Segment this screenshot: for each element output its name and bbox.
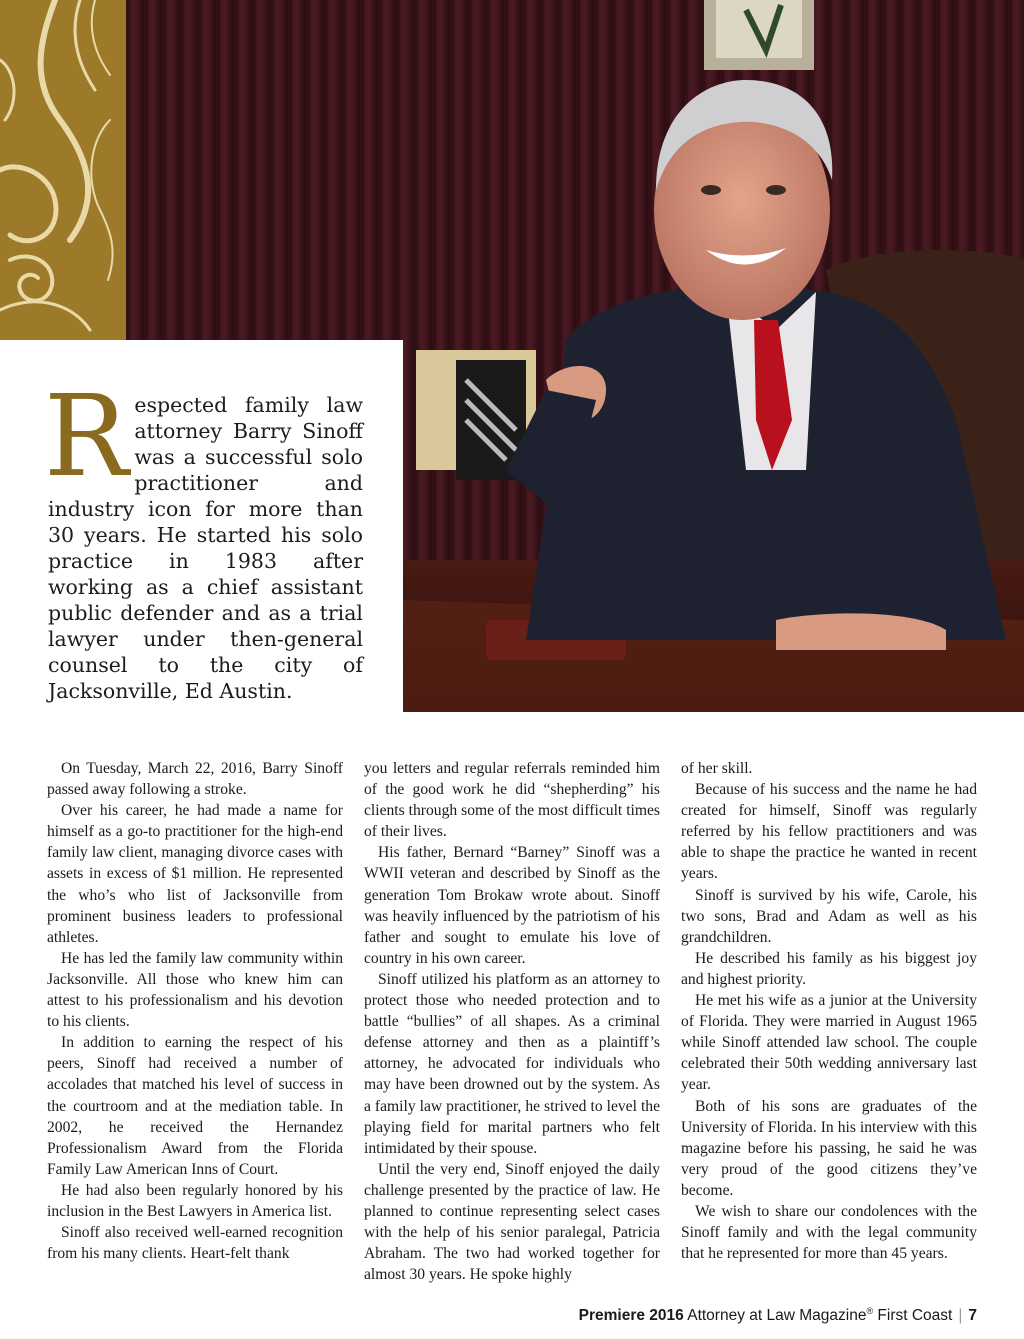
paragraph-continued: you letters and regular referrals reminded him of the good work he did “shepherding” his clients through some of the most difficult times of their lives. <box>364 760 660 841</box>
paragraph: He has led the family law community within Jacksonville. All those who knew him can attest to his professionalism and his devotion to his clients. <box>47 949 343 1031</box>
footer-issue: Premiere 2016 <box>578 1307 684 1325</box>
paragraph: Sinoff also received well-earned recognition from his many clients. Heart-felt thank <box>47 1224 343 1263</box>
intro-text: espected family law attorney Barry Sinoff was a successful solo practitioner and industry icon for more than 30 years. He started his solo practice in 1983 after working as a chief assistant public defender and as a trial lawyer under then-general counsel to the city of Jacksonville, Ed Austin. <box>48 393 363 703</box>
paragraph: He had also been regularly honored by his inclusion in the Best Lawyers in America list. <box>47 1181 343 1220</box>
paragraph: Because of his success and the name he had created for himself, Sinoff was regularly referred by his fellow practitioners and was able to shape the practice he wanted in recent years. <box>681 781 977 883</box>
paragraph: Until the very end, Sinoff enjoyed the daily challenge presented by the practice of law. He planned to continue representing select cases with the help of his senior paralegal, Patricia Abraham. The two had worked together for almost 30 years. He spoke highly <box>364 1160 660 1284</box>
paragraph: Both of his sons are graduates of the University of Florida. In his interview with this magazine before his passing, he said he was very proud of the good citizens they’ve become. <box>681 1097 977 1199</box>
paragraph: Over his career, he had made a name for himself as a go-to practitioner for the high-end family law client, managing divorce cases with assets in excess of $1 million. He represented the who’s who list of Jacksonville from prominent business leaders to professional athletes. <box>47 802 343 946</box>
registered-mark: ® <box>866 1306 874 1316</box>
drop-cap: R <box>44 372 129 502</box>
gold-ornament-strip <box>0 0 126 340</box>
article-column-2 <box>364 758 660 1285</box>
paragraph: Sinoff utilized his platform as an attorney to protect those who needed protection and to battle “bullies” of all shapes. As a criminal defense attorney and then as a plaintiff’s attorney, he advocated for individuals who may have been drowned out by the system. As a family law practitioner, he strived to level the playing field for marital partners who felt intimidated by their spouse. <box>364 970 660 1157</box>
flourish-ornament-icon <box>0 0 126 340</box>
paragraph: Sinoff is survived by his wife, Carole, his two sons, Brad and Adam as well as his grandchildren. <box>681 886 977 946</box>
paragraph: On Tuesday, March 22, 2016, Barry Sinoff passed away following a stroke. <box>47 760 343 799</box>
article-column-1 <box>47 758 343 1264</box>
paragraph: He described his family as his biggest joy and highest priority. <box>681 949 977 988</box>
footer-magazine: Attorney at Law Magazine <box>687 1307 867 1325</box>
page-number: 7 <box>968 1307 977 1325</box>
intro-paragraph <box>44 372 363 704</box>
footer-edition: First Coast <box>877 1307 953 1325</box>
article-column-3 <box>681 758 977 1264</box>
paragraph: In addition to earning the respect of his peers, Sinoff had received a number of accolades that matched his level of success in the courtroom and at the mediation table. In 2002, he received the Hernandez Professionalism Award from the Florida Family Law American Inns of Court. <box>47 1034 343 1178</box>
paragraph: He met his wife as a junior at the University of Florida. They were married in August 1965 while Sinoff attended law school. The couple celebrated their 50th wedding anniversary last year. <box>681 992 977 1094</box>
paragraph: His father, Bernard “Barney” Sinoff was a WWII veteran and described by Sinoff as the generation Tom Brokaw wrote about. Sinoff was heavily influenced by the patriotism of his father and sought to emulate his love of country in his own career. <box>364 844 660 967</box>
paragraph-continued: of her skill. <box>681 760 753 777</box>
footer-separator: | <box>958 1307 963 1325</box>
page-footer <box>579 1306 977 1325</box>
paragraph: We wish to share our condolences with the Sinoff family and with the legal community that he represented for more than 45 years. <box>681 1202 977 1263</box>
